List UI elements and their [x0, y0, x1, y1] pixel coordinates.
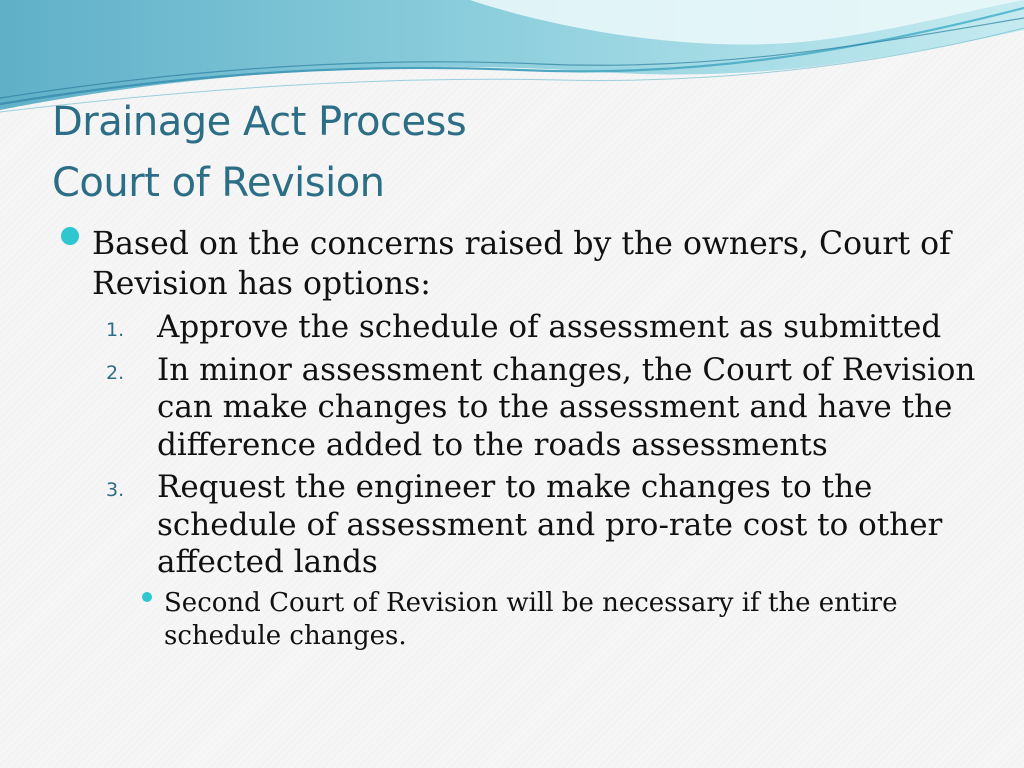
option-text: Request the engineer to make changes to the schedule of assessment and pro-rate cost to other affected lands [157, 469, 943, 580]
main-bullet [60, 224, 990, 304]
sub-bullet [60, 587, 990, 653]
option-number: 3. [106, 479, 125, 501]
title-line-2: Court of Revision [52, 160, 385, 206]
slide-title [52, 92, 466, 214]
option-text: Approve the schedule of assessment as submitted [157, 309, 942, 345]
option-item [60, 309, 990, 347]
option-item [60, 469, 990, 582]
option-number: 1. [106, 319, 125, 341]
bullet-dot-icon [61, 227, 79, 245]
sub-bullet-text: Second Court of Revision will be necessary if the entire schedule changes. [164, 587, 898, 651]
options-list [60, 309, 990, 582]
sub-bullet-dot-icon [142, 592, 152, 602]
slide-body [60, 224, 990, 653]
option-text: In minor assessment changes, the Court of Revision can make changes to the assessment and have the difference added to the roads assessments [157, 351, 976, 463]
option-number: 2. [106, 361, 125, 384]
main-bullet-text: Based on the concerns raised by the owners, Court of Revision has options: [92, 226, 951, 302]
option-item [60, 352, 990, 465]
title-line-1: Drainage Act Process [52, 99, 467, 145]
